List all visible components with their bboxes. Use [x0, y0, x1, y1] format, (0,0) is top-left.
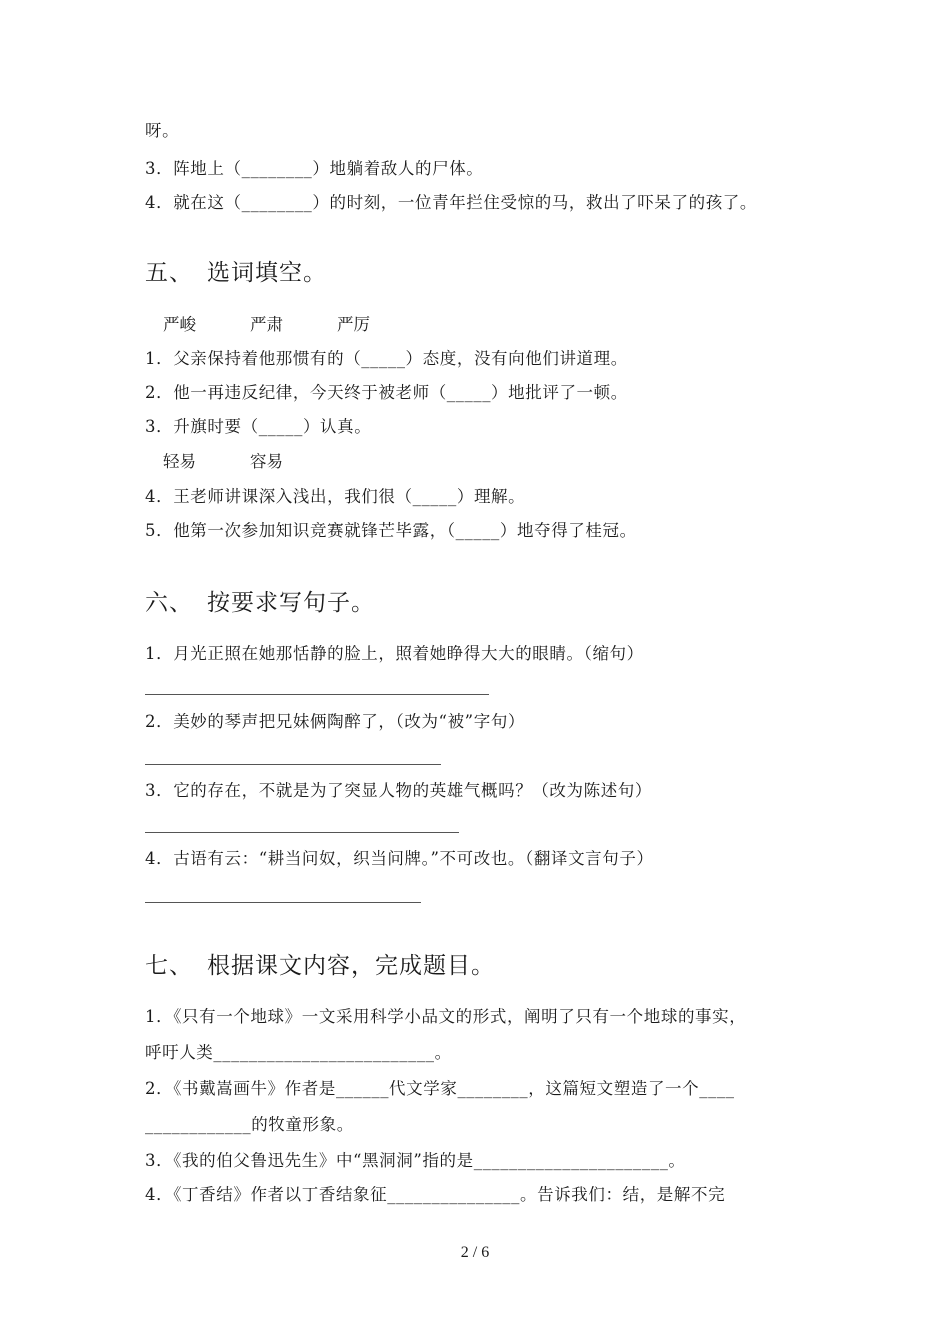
question-line: 呼吁人类_________________________。	[145, 1043, 452, 1062]
question-line: 1．月光正照在她那恬静的脸上，照着她睁得大大的眼睛。（缩句）	[145, 644, 644, 663]
question-line: 3．《我的伯父鲁迅先生》中“黑洞洞”指的是______________________。	[145, 1151, 686, 1170]
word-option: 严肃	[250, 315, 283, 334]
word-option: 轻易	[163, 452, 196, 471]
question-line: 3．它的存在，不就是为了突显人物的英雄气概吗？（改为陈述句）	[145, 781, 652, 800]
section-number: 六、	[145, 590, 193, 616]
section-heading-5	[145, 258, 327, 288]
question-line: 4．《丁香结》作者以丁香结象征_______________。告诉我们：结，是解不完	[145, 1185, 726, 1204]
answer-line	[145, 694, 489, 695]
question-line: 4．古语有云：“耕当问奴，织当问牌。”不可改也。（翻译文言句子）	[145, 849, 654, 868]
section-heading-7	[145, 951, 495, 981]
word-option: 严峻	[163, 315, 196, 334]
word-bank	[163, 451, 337, 473]
answer-line	[145, 832, 459, 833]
question-line: 3．升旗时要（_____）认真。	[145, 417, 372, 436]
word-bank	[163, 314, 424, 336]
word-option: 容易	[250, 452, 283, 471]
section-number: 五、	[145, 260, 193, 286]
question-line: 3．阵地上（________）地躺着敌人的尸体。	[145, 159, 484, 178]
text-line: 呀。	[145, 121, 180, 140]
section-title: 选词填空。	[207, 260, 327, 286]
answer-line	[145, 902, 421, 903]
question-line: 4．就在这（________）的时刻，一位青年拦住受惊的马，救出了吓呆了的孩了。	[145, 193, 757, 212]
section-heading-6	[145, 588, 375, 618]
question-line: 1．《只有一个地球》一文采用科学小品文的形式，阐明了只有一个地球的事实，	[145, 1007, 747, 1026]
section-title: 根据课文内容，完成题目。	[207, 953, 495, 979]
page-number: 2 / 6	[460, 1244, 490, 1261]
question-line: 2．美妙的琴声把兄妹俩陶醉了，（改为“被”字句）	[145, 712, 526, 731]
question-line: 2．《书戴嵩画牛》作者是______代文学家________，这篇短文塑造了一个____	[145, 1079, 735, 1098]
answer-line	[145, 764, 441, 765]
word-option: 严厉	[337, 315, 370, 334]
question-line: 5．他第一次参加知识竞赛就锋芒毕露，（_____）地夺得了桂冠。	[145, 521, 637, 540]
question-line: ____________的牧童形象。	[145, 1115, 354, 1134]
question-line: 1．父亲保持着他那惯有的（_____）态度，没有向他们讲道理。	[145, 349, 628, 368]
section-number: 七、	[145, 953, 193, 979]
question-line: 4．王老师讲课深入浅出，我们很（_____）理解。	[145, 487, 526, 506]
section-title: 按要求写句子。	[207, 590, 375, 616]
question-line: 2．他一再违反纪律，今天终于被老师（_____）地批评了一顿。	[145, 383, 628, 402]
